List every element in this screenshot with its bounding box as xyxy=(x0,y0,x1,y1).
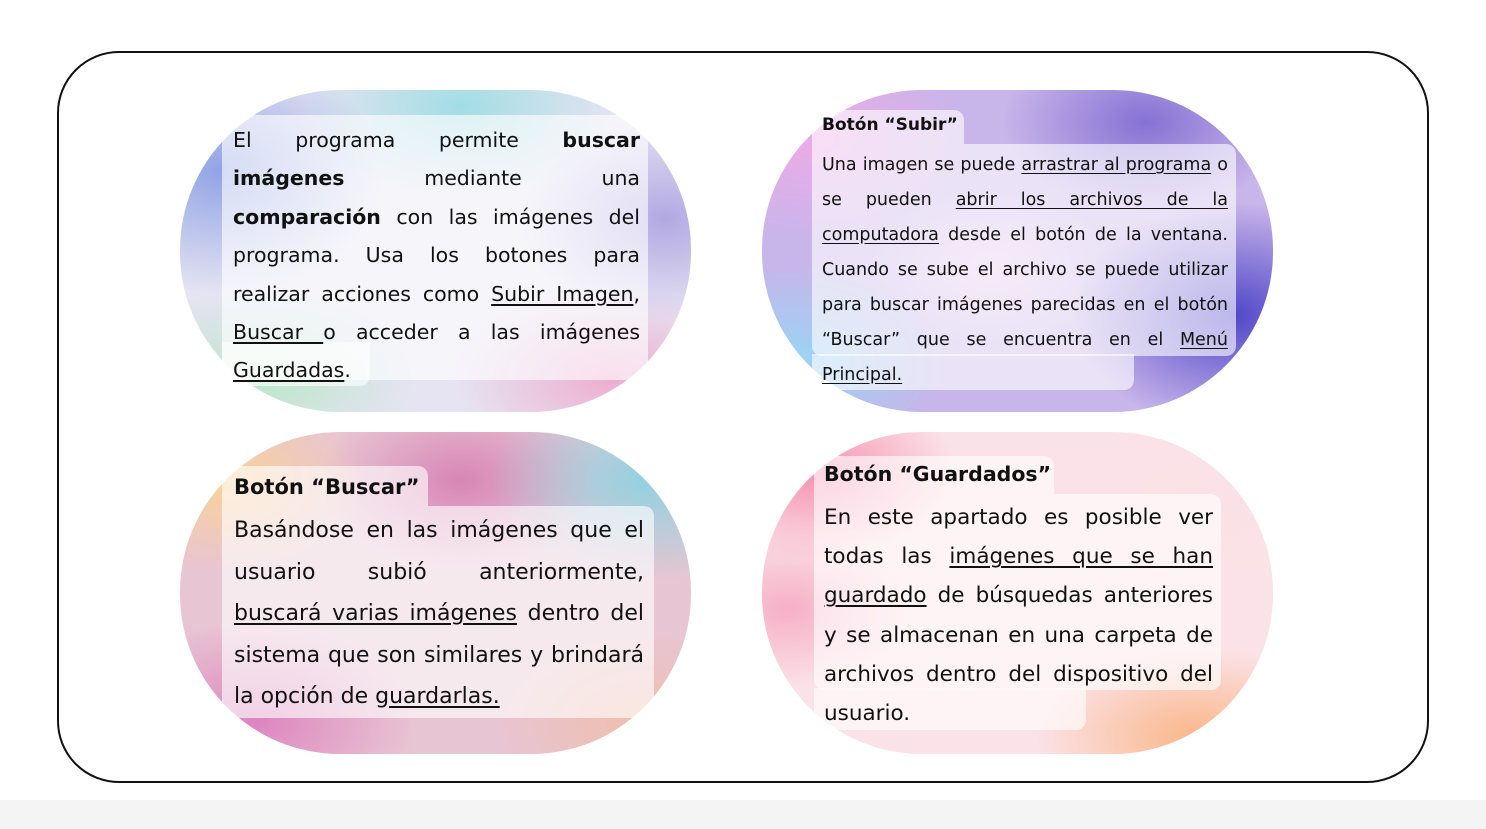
link-imagenes-guardadas[interactable]: imágenes que se han guardado xyxy=(824,544,1213,609)
text-span: o se pueden xyxy=(822,155,1228,210)
link-guardarlas[interactable]: uardarlas. xyxy=(389,684,500,709)
link-menu-principal[interactable]: Menú Principal. xyxy=(822,330,1228,385)
card-guardados-paragraph xyxy=(824,498,1213,733)
text-span: . xyxy=(344,358,351,383)
card-buscar-title: Botón “Buscar” xyxy=(222,466,428,506)
card-programa-paragraph xyxy=(233,121,640,390)
text-span: de búsquedas anteriores y se almacenan en una carpeta de archivos dentro del dispositivo del usuario. xyxy=(824,583,1213,727)
link-abrir-archivos[interactable]: abrir los archivos de la computadora xyxy=(822,190,1228,245)
bottom-strip xyxy=(0,800,1486,829)
card-buscar-paragraph xyxy=(234,510,644,718)
card-guardados-text xyxy=(814,494,1221,727)
text-span: con las imágenes del programa. Usa los botones para realizar acciones como xyxy=(233,204,640,306)
text-span: El programa permite xyxy=(233,128,563,152)
link-subir-imagen[interactable]: Subir Imagen xyxy=(491,281,634,306)
link-buscar[interactable]: Buscar xyxy=(233,320,324,345)
text-span: Basándose en las imágenes que el usuario subió anteriormente, xyxy=(234,518,644,585)
link-guardadas[interactable]: Guardadas xyxy=(233,358,345,383)
text-span: o acceder a las imágenes xyxy=(323,320,641,345)
text-span: , xyxy=(633,281,640,306)
text-span: mediante una xyxy=(344,166,640,191)
bold-comparacion: comparación xyxy=(233,204,381,229)
link-arrastrar-al-programa[interactable]: arrastrar al programa xyxy=(1021,155,1212,175)
card-buscar-text xyxy=(222,506,654,718)
text-span: En este apartado es posible ver todas las xyxy=(824,505,1213,570)
card-programa-text xyxy=(222,115,648,383)
card-guardados-title: Botón “Guardados” xyxy=(814,456,1054,494)
text-span: Una imagen se puede xyxy=(822,155,1022,175)
card-subir-text xyxy=(812,144,1236,385)
text-span: dentro del sistema que son similares y brindará la opción de g xyxy=(234,601,644,709)
card-subir-title: Botón “Subir” xyxy=(812,110,964,144)
card-subir-paragraph xyxy=(822,148,1228,393)
link-buscara-varias-imagenes[interactable]: buscará varias imágenes xyxy=(234,601,517,626)
bold-buscar-imagenes: buscar imágenes xyxy=(233,128,640,191)
text-span: desde el botón de la ventana. Cuando se sube el archivo se puede utilizar para buscar imágenes parecidas en el botón “Buscar” que se encuentra en el xyxy=(822,225,1228,350)
